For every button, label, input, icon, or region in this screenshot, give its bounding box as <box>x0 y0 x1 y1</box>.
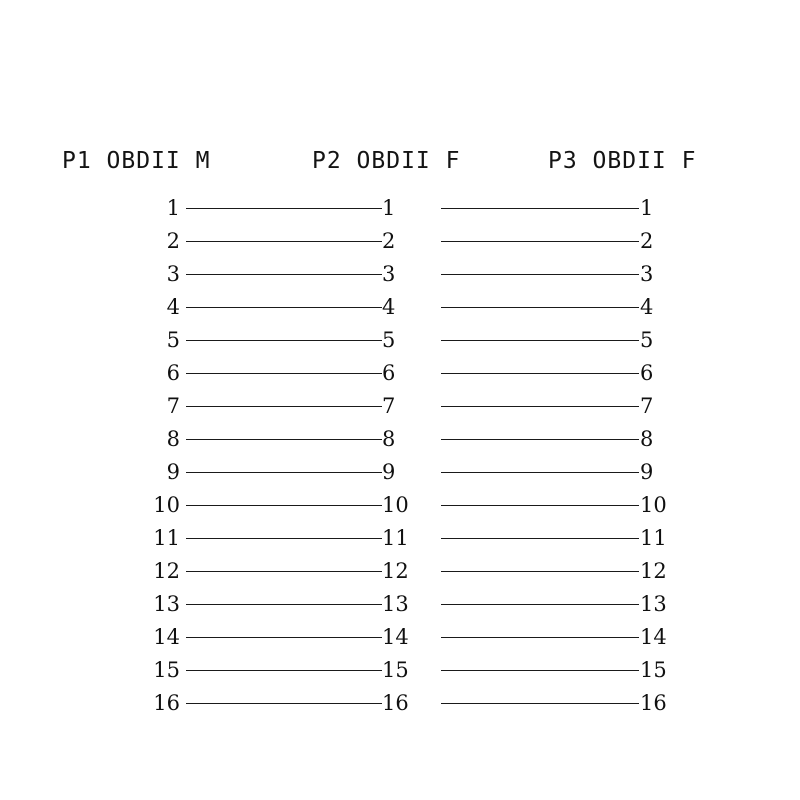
wire-p2-p3 <box>441 340 639 341</box>
pin-row <box>0 295 800 328</box>
wire-p2-p3 <box>441 571 639 572</box>
pin-row <box>0 262 800 295</box>
pin-number-p1: 4 <box>166 295 180 319</box>
wire-p1-p2 <box>186 604 382 605</box>
wire-p2-p3 <box>441 472 639 473</box>
wire-p1-p2 <box>186 472 382 473</box>
pin-number-p1: 2 <box>166 229 180 253</box>
wire-p1-p2 <box>186 340 382 341</box>
wire-p1-p2 <box>186 670 382 671</box>
pin-number-p1: 3 <box>166 262 180 286</box>
pin-number-p3: 7 <box>640 394 654 418</box>
wire-p2-p3 <box>441 373 639 374</box>
wire-p1-p2 <box>186 439 382 440</box>
pin-number-p1: 13 <box>153 592 180 616</box>
pin-number-p1: 12 <box>153 559 180 583</box>
pin-number-p3: 12 <box>640 559 667 583</box>
pin-row <box>0 427 800 460</box>
pin-row <box>0 559 800 592</box>
pin-number-p2: 12 <box>382 559 409 583</box>
pin-number-p3: 8 <box>640 427 654 451</box>
wire-p2-p3 <box>441 307 639 308</box>
pin-number-p3: 9 <box>640 460 654 484</box>
pin-number-p3: 2 <box>640 229 654 253</box>
wire-p2-p3 <box>441 439 639 440</box>
wire-p1-p2 <box>186 538 382 539</box>
wire-p2-p3 <box>441 241 639 242</box>
pin-number-p2: 1 <box>382 196 396 220</box>
pin-number-p2: 10 <box>382 493 409 517</box>
pin-number-p1: 11 <box>153 526 180 550</box>
pin-number-p3: 4 <box>640 295 654 319</box>
wire-p1-p2 <box>186 208 382 209</box>
pin-number-p3: 3 <box>640 262 654 286</box>
wire-p1-p2 <box>186 241 382 242</box>
wire-p1-p2 <box>186 703 382 704</box>
pin-number-p2: 2 <box>382 229 396 253</box>
pin-row <box>0 526 800 559</box>
pin-number-p3: 5 <box>640 328 654 352</box>
wire-p2-p3 <box>441 604 639 605</box>
wire-p2-p3 <box>441 538 639 539</box>
wire-p1-p2 <box>186 637 382 638</box>
pin-row <box>0 658 800 691</box>
pin-number-p3: 11 <box>640 526 667 550</box>
pin-number-p2: 6 <box>382 361 396 385</box>
wire-p2-p3 <box>441 208 639 209</box>
pin-number-p1: 6 <box>166 361 180 385</box>
pin-number-p2: 14 <box>382 625 409 649</box>
pin-number-p2: 15 <box>382 658 409 682</box>
wire-p2-p3 <box>441 406 639 407</box>
pin-row <box>0 625 800 658</box>
pin-number-p3: 13 <box>640 592 667 616</box>
pin-row <box>0 460 800 493</box>
pin-number-p1: 5 <box>166 328 180 352</box>
wire-p1-p2 <box>186 571 382 572</box>
connector-label-p1: P1 OBDII M <box>62 148 211 174</box>
pin-number-p3: 1 <box>640 196 654 220</box>
pin-rows <box>0 196 800 724</box>
pin-number-p2: 9 <box>382 460 396 484</box>
pin-number-p2: 13 <box>382 592 409 616</box>
pin-number-p3: 6 <box>640 361 654 385</box>
wire-p2-p3 <box>441 274 639 275</box>
pin-number-p1: 15 <box>153 658 180 682</box>
pin-number-p1: 10 <box>153 493 180 517</box>
connector-header-row <box>0 148 800 180</box>
pin-number-p2: 5 <box>382 328 396 352</box>
pin-row <box>0 394 800 427</box>
pin-number-p3: 10 <box>640 493 667 517</box>
pin-number-p2: 7 <box>382 394 396 418</box>
wire-p2-p3 <box>441 505 639 506</box>
wire-p2-p3 <box>441 637 639 638</box>
wire-p1-p2 <box>186 406 382 407</box>
wire-p1-p2 <box>186 373 382 374</box>
pin-number-p2: 11 <box>382 526 409 550</box>
pin-number-p1: 16 <box>153 691 180 715</box>
pin-row <box>0 328 800 361</box>
wire-p2-p3 <box>441 670 639 671</box>
pin-row <box>0 691 800 724</box>
pin-number-p2: 4 <box>382 295 396 319</box>
wire-p1-p2 <box>186 307 382 308</box>
pin-number-p1: 14 <box>153 625 180 649</box>
pin-number-p2: 3 <box>382 262 396 286</box>
pin-number-p1: 8 <box>166 427 180 451</box>
pin-number-p3: 15 <box>640 658 667 682</box>
pin-row <box>0 361 800 394</box>
pin-row <box>0 592 800 625</box>
pin-row <box>0 493 800 526</box>
pin-number-p2: 8 <box>382 427 396 451</box>
pin-row <box>0 196 800 229</box>
connector-label-p3: P3 OBDII F <box>548 148 697 174</box>
pin-row <box>0 229 800 262</box>
wire-p1-p2 <box>186 505 382 506</box>
pin-number-p1: 9 <box>166 460 180 484</box>
pin-number-p1: 7 <box>166 394 180 418</box>
pin-number-p1: 1 <box>166 196 180 220</box>
pin-number-p2: 16 <box>382 691 409 715</box>
pin-number-p3: 14 <box>640 625 667 649</box>
wire-p1-p2 <box>186 274 382 275</box>
wire-p2-p3 <box>441 703 639 704</box>
connector-label-p2: P2 OBDII F <box>312 148 461 174</box>
pin-number-p3: 16 <box>640 691 667 715</box>
